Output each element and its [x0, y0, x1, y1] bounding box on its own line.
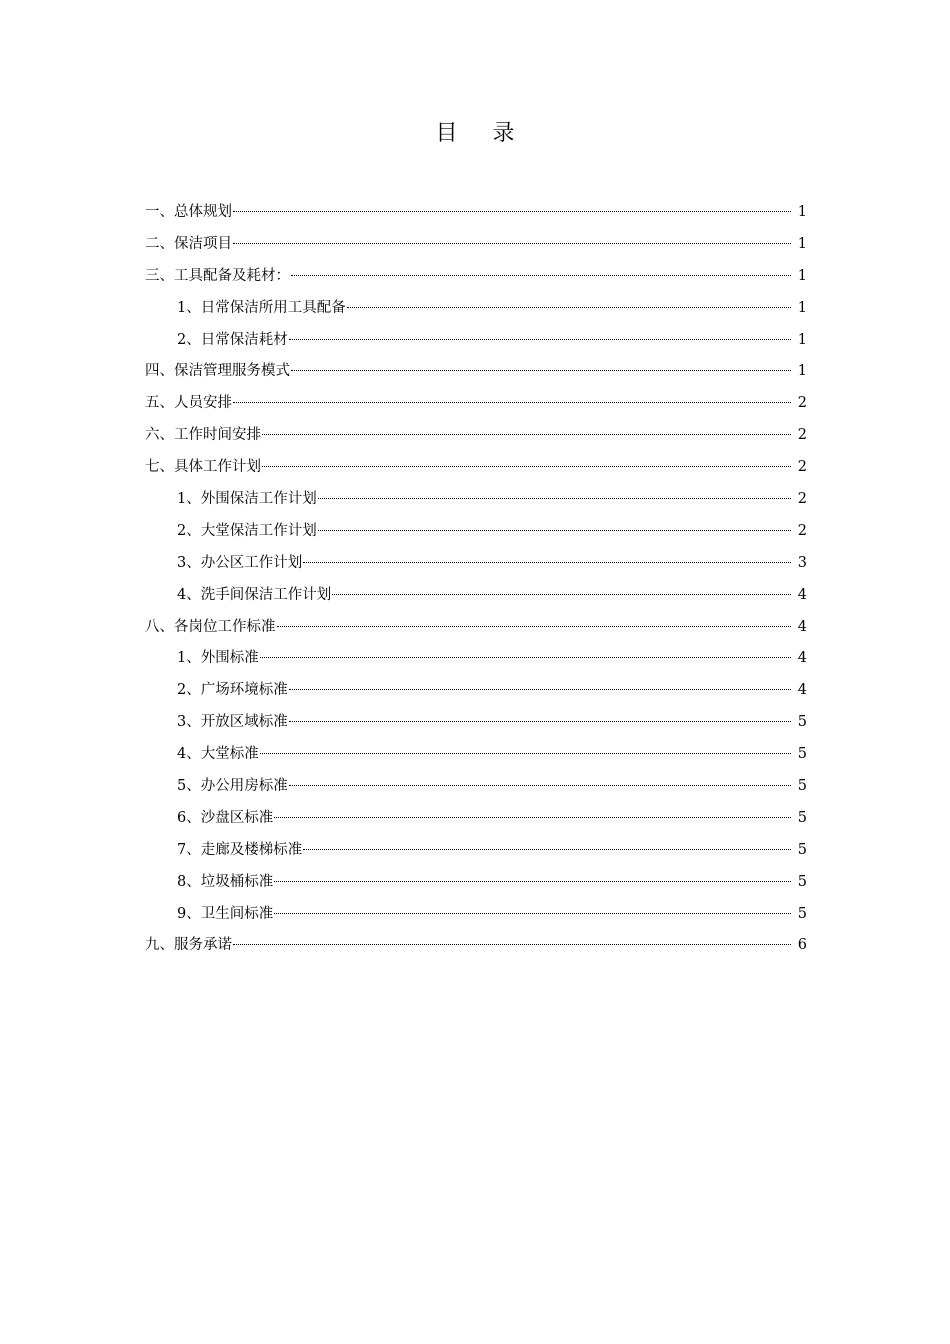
toc-page-number: 5	[797, 809, 807, 826]
toc-entry[interactable]	[145, 867, 807, 899]
toc-entry[interactable]	[145, 261, 807, 293]
toc-entry-label: 7、走廊及楼梯标准	[177, 841, 303, 858]
toc-title: 目 录	[435, 121, 529, 146]
toc-entry-label: 3、办公区工作计划	[177, 554, 303, 571]
toc-entry-label: 2、广场环境标准	[177, 682, 288, 699]
toc-entry-label: 三、工具配备及耗材：	[145, 267, 290, 284]
toc-page-number: 1	[797, 331, 807, 348]
toc-entry-label: 9、卫生间标准	[177, 905, 274, 922]
toc-page-number: 5	[797, 778, 807, 795]
toc-entry-label: 1、日常保洁所用工具配备	[177, 299, 346, 316]
toc-entry-label: 八、各岗位工作标准	[145, 618, 276, 635]
toc-page-number: 4	[797, 618, 807, 635]
toc-entry[interactable]	[145, 835, 807, 867]
toc-page-number: 1	[797, 299, 807, 316]
toc-entry[interactable]	[145, 516, 807, 548]
toc-entry[interactable]	[145, 643, 807, 675]
toc-entry[interactable]	[145, 452, 807, 484]
toc-page-number: 1	[797, 204, 807, 220]
toc-entry[interactable]	[145, 197, 807, 229]
toc-page-number: 2	[797, 522, 807, 539]
toc-entry-label: 2、日常保洁耗材	[177, 331, 288, 348]
toc-dot-leader	[260, 752, 791, 754]
toc-entry-label: 一、总体规划	[145, 204, 232, 220]
toc-dot-leader	[262, 465, 791, 467]
toc-entry-label: 1、外围标准	[177, 650, 259, 667]
toc-page-number: 1	[797, 363, 807, 380]
toc-dot-leader	[289, 688, 791, 690]
toc-entry-label: 3、开放区域标准	[177, 714, 288, 731]
toc-page-number: 4	[797, 650, 807, 667]
toc-dot-leader	[274, 880, 791, 882]
toc-dot-leader	[233, 242, 791, 244]
toc-entry-label: 6、沙盘区标准	[177, 809, 274, 826]
toc-dot-leader	[303, 561, 791, 563]
toc-entry-label: 4、大堂标准	[177, 746, 259, 763]
toc-dot-leader	[289, 784, 791, 786]
toc-page-number: 5	[797, 746, 807, 763]
toc-entry-label: 二、保洁项目	[145, 235, 232, 252]
toc-entry-label: 1、外围保洁工作计划	[177, 491, 317, 508]
toc-entry[interactable]	[145, 548, 807, 580]
toc-page-number: 5	[797, 714, 807, 731]
toc-entry[interactable]	[145, 899, 807, 931]
toc-entry[interactable]	[145, 612, 807, 644]
toc-page-number: 5	[797, 873, 807, 890]
toc-dot-leader	[303, 848, 791, 850]
toc-dot-leader	[318, 497, 791, 499]
toc-entry[interactable]	[145, 739, 807, 771]
toc-entry[interactable]	[145, 803, 807, 835]
toc-dot-leader	[233, 943, 791, 945]
toc-entry[interactable]	[145, 293, 807, 325]
toc-entry-label: 五、人员安排	[145, 395, 232, 412]
toc-dot-leader	[291, 274, 791, 276]
toc-entry-label: 8、垃圾桶标准	[177, 873, 274, 890]
toc-entry-label: 四、保洁管理服务模式	[145, 363, 290, 380]
toc-page-number: 2	[797, 459, 807, 476]
toc-entry[interactable]	[145, 325, 807, 357]
toc-page-number: 5	[797, 841, 807, 858]
toc-page-number: 1	[797, 267, 807, 284]
toc-dot-leader	[233, 210, 791, 212]
toc-entry-label: 5、办公用房标准	[177, 778, 288, 795]
toc-entry[interactable]	[145, 771, 807, 803]
toc-dot-leader	[274, 912, 791, 914]
toc-page-number: 2	[797, 427, 807, 444]
toc-entry-label: 九、服务承诺	[145, 937, 232, 954]
toc-entry-label: 2、大堂保洁工作计划	[177, 522, 317, 539]
toc-dot-leader	[262, 433, 791, 435]
toc-entry[interactable]	[145, 229, 807, 261]
toc-entry-label: 4、洗手间保洁工作计划	[177, 586, 332, 603]
toc-entry[interactable]	[145, 707, 807, 739]
toc-dot-leader	[347, 306, 791, 308]
toc-entry[interactable]	[145, 930, 807, 962]
toc-dot-leader	[291, 369, 791, 371]
toc-dot-leader	[289, 338, 791, 340]
toc-page-number: 6	[797, 937, 807, 954]
toc-dot-leader	[233, 401, 791, 403]
toc-entry-label: 七、具体工作计划	[145, 459, 261, 476]
toc-dot-leader	[274, 816, 791, 818]
toc-page-number: 2	[797, 491, 807, 508]
toc-page-number: 5	[797, 905, 807, 922]
toc-entry[interactable]	[145, 420, 807, 452]
toc-page-number: 4	[797, 682, 807, 699]
toc-entry[interactable]	[145, 675, 807, 707]
toc-page-number: 4	[797, 586, 807, 603]
toc-dot-leader	[318, 529, 791, 531]
toc-dot-leader	[260, 656, 791, 658]
toc-page-number: 2	[797, 395, 807, 412]
toc-list	[145, 197, 807, 962]
toc-entry[interactable]	[145, 484, 807, 516]
toc-dot-leader	[332, 593, 791, 595]
toc-page-number: 1	[797, 235, 807, 252]
toc-entry[interactable]	[145, 356, 807, 388]
toc-entry[interactable]	[145, 388, 807, 420]
toc-dot-leader	[277, 625, 792, 627]
toc-dot-leader	[289, 720, 791, 722]
toc-page-number: 3	[797, 554, 807, 571]
toc-entry-label: 六、工作时间安排	[145, 427, 261, 444]
toc-entry[interactable]	[145, 580, 807, 612]
